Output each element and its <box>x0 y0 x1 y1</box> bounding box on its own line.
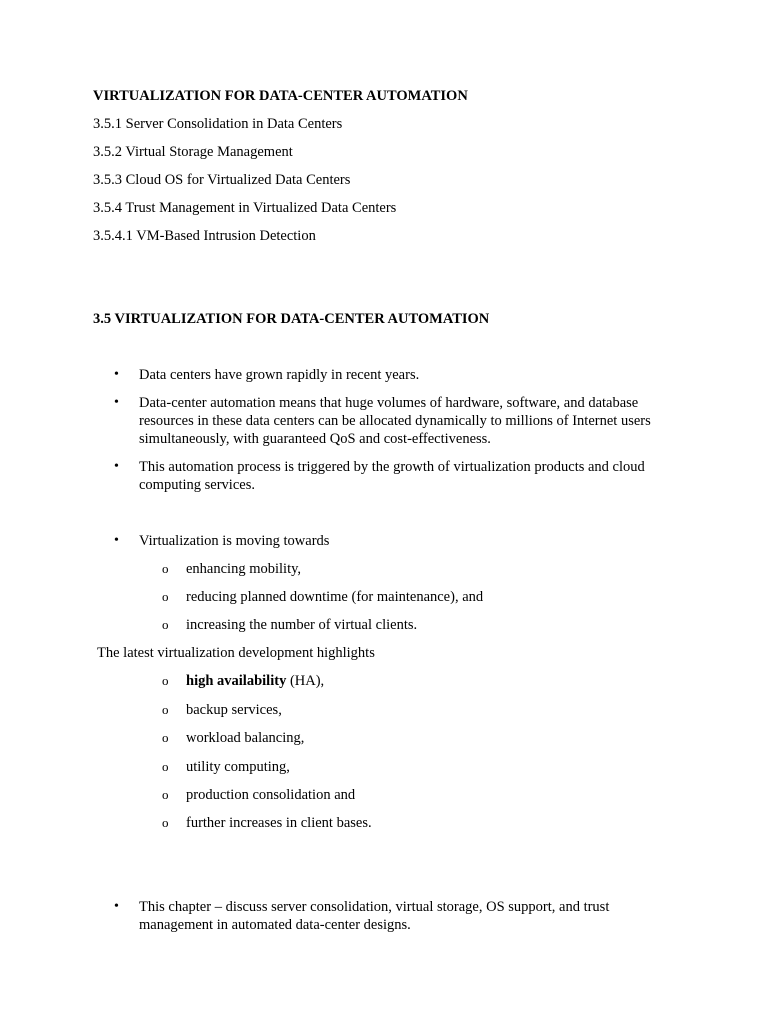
toc-heading: VIRTUALIZATION FOR DATA-CENTER AUTOMATION <box>93 88 468 104</box>
sub-bullet-text: production consolidation and <box>186 787 356 803</box>
bullet-text: This automation process is triggered by the growth of virtualization products and cloud computing services. <box>139 459 645 493</box>
toc-item: 3.5.4.1 VM-Based Intrusion Detection <box>93 228 316 244</box>
bullet-text: Data centers have grown rapidly in recent years. <box>139 367 420 383</box>
sub-bullet-text: workload balancing, <box>186 730 305 746</box>
highlights-intro: The latest virtualization development highlights <box>97 645 375 661</box>
toc-item: 3.5.3 Cloud OS for Virtualized Data Centers <box>93 172 351 188</box>
bullet-text: This chapter – discuss server consolidation, virtual storage, OS support, and trust management in automated data-center designs. <box>139 899 610 933</box>
sub-bullet-icon: o <box>162 815 169 830</box>
term-suffix: (HA), <box>286 673 325 689</box>
sub-bullet-text: increasing the number of virtual clients. <box>186 617 418 633</box>
sub-bullet-icon: o <box>162 561 169 576</box>
bullet-icon: • <box>114 367 119 382</box>
toc-item: 3.5.1 Server Consolidation in Data Centers <box>93 116 343 132</box>
sub-bullet-text <box>186 672 324 690</box>
sub-bullet-text: utility computing, <box>186 759 290 775</box>
toc-item: 3.5.2 Virtual Storage Management <box>93 144 293 160</box>
section-heading: 3.5 VIRTUALIZATION FOR DATA-CENTER AUTOMATION <box>93 311 490 327</box>
sub-bullet-icon: o <box>162 673 169 688</box>
sub-bullet-text: backup services, <box>186 702 282 718</box>
bullet-text: Data-center automation means that huge volumes of hardware, software, and database resources in these data centers can be allocated dynamically to millions of Internet users simultaneously, with guaranteed QoS and cost-effectiveness. <box>139 395 651 447</box>
sub-bullet-icon: o <box>162 589 169 604</box>
toc-item: 3.5.4 Trust Management in Virtualized Data Centers <box>93 200 397 216</box>
bullet-icon: • <box>114 899 119 914</box>
sub-bullet-icon: o <box>162 617 169 632</box>
bullet-icon: • <box>114 533 119 548</box>
sub-bullet-text: enhancing mobility, <box>186 561 302 577</box>
sub-bullet-icon: o <box>162 759 169 774</box>
bullet-icon: • <box>114 459 119 474</box>
sub-bullet-icon: o <box>162 702 169 717</box>
sub-bullet-icon: o <box>162 787 169 802</box>
bullet-text: Virtualization is moving towards <box>139 533 330 549</box>
sub-bullet-icon: o <box>162 730 169 745</box>
sub-bullet-text: reducing planned downtime (for maintenance), and <box>186 589 484 605</box>
bold-term: high availability <box>186 673 287 689</box>
bullet-icon: • <box>114 395 119 410</box>
sub-bullet-text: further increases in client bases. <box>186 815 372 831</box>
